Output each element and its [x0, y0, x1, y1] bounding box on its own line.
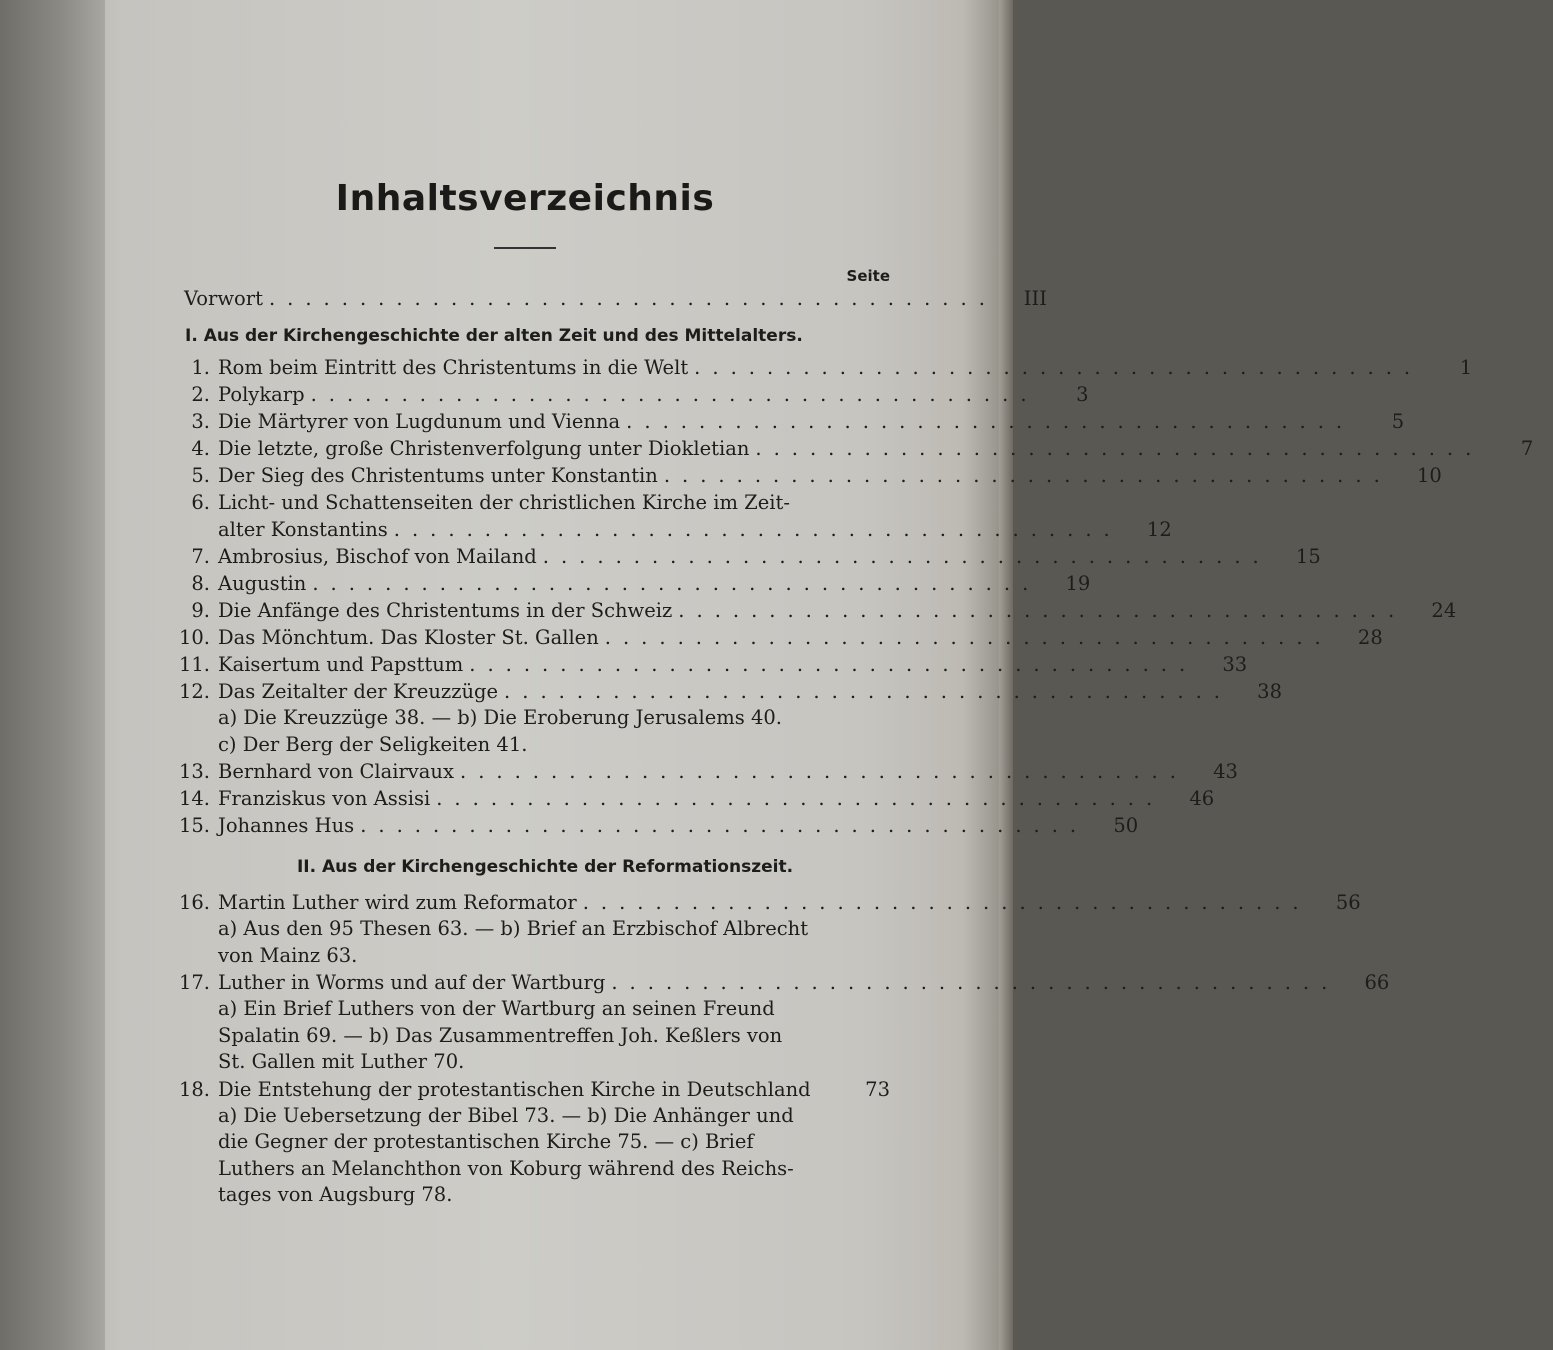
leader-dots: ........................................: [360, 814, 1089, 837]
entry-number: 12.: [178, 680, 210, 703]
entry-page: III: [1023, 287, 1047, 310]
leader-dots: ........................................: [582, 891, 1311, 914]
entry-page: 43: [1213, 760, 1238, 783]
entry-page: 50: [1113, 814, 1139, 837]
entry-number: 10.: [178, 626, 210, 649]
entry-number: 3.: [191, 410, 210, 433]
entry-page: 46: [1189, 787, 1215, 810]
entry-subtopics: a) Aus den 95 Thesen 63. — b) Brief an Erzbischof Albrecht: [218, 917, 809, 940]
entry-page: 3: [1076, 383, 1089, 406]
entry-number: 15.: [178, 814, 210, 837]
title-divider: [494, 247, 556, 249]
leader-dots: ........................................: [469, 653, 1198, 676]
page-column-label: Seite: [846, 267, 890, 285]
entry-page: 15: [1295, 545, 1321, 568]
entry-title: Rom beim Eintritt des Christentums in die Welt: [218, 356, 689, 379]
entry-title: Die letzte, große Christenverfolgung unter Diokletian: [218, 437, 750, 460]
entry-title-continued: alter Konstantins: [218, 518, 388, 541]
entry-title: Johannes Hus: [218, 814, 355, 837]
entry-title: Franziskus von Assisi: [218, 787, 431, 810]
leader-dots: ........................................: [611, 971, 1340, 994]
toc-entry: [140, 435, 1534, 462]
entry-page: 38: [1257, 680, 1282, 703]
entry-title: Das Mönchtum. Das Kloster St. Gallen: [218, 626, 599, 649]
entry-number: 14.: [178, 787, 210, 810]
entry-number: 2.: [191, 383, 210, 406]
toc-entry: [140, 969, 1390, 996]
leader-dots: ........................................: [755, 437, 1484, 460]
entry-number: 13.: [178, 760, 210, 783]
entry-number: 11.: [178, 653, 210, 676]
entry-number: 18.: [178, 1077, 210, 1101]
entry-title: Polykarp: [218, 383, 305, 406]
toc-entry: [140, 889, 1361, 916]
entry-subtopics: tages von Augsburg 78.: [218, 1183, 453, 1206]
entry-page: 24: [1431, 599, 1457, 622]
leader-dots: ........................................: [504, 680, 1232, 703]
entry-title: Kaisertum und Papsttum: [218, 653, 464, 676]
entry-subtopics: Spalatin 69. — b) Das Zusammentreffen Joh. Keßlers von: [218, 1023, 783, 1047]
entry-subtopics: a) Die Kreuzzüge 38. — b) Die Eroberung Jerusalems 40.: [218, 706, 782, 729]
entry-title: Vorwort: [184, 287, 263, 310]
book-gutter: [0, 0, 105, 1350]
entry-title: Die Anfänge des Christentums in der Schweiz: [218, 599, 673, 622]
toc-entry: [140, 354, 1473, 381]
section-heading: I. Aus der Kirchengeschichte der alten Zeit und des Mittelalters.: [185, 326, 803, 346]
entry-number: 5.: [191, 464, 210, 487]
entry-page: 28: [1357, 626, 1383, 649]
toc-entry: [140, 597, 1457, 624]
entry-number: 8.: [191, 572, 210, 595]
entry-number: 6.: [191, 491, 210, 514]
leader-dots: ........................................: [604, 626, 1333, 649]
toc-entry: [140, 570, 1091, 597]
table-of-contents: [140, 150, 1534, 1209]
entry-title: Ambrosius, Bischof von Mailand: [218, 545, 537, 568]
leader-dots: ........................................: [310, 383, 1039, 406]
toc-entry: [140, 785, 1215, 812]
toc-entry: [140, 624, 1383, 651]
entry-subtopics: St. Gallen mit Luther 70.: [218, 1050, 465, 1073]
toc-entry-vorwort: [140, 285, 1047, 312]
entry-subtopics: die Gegner der protestantischen Kirche 75. — c) Brief: [218, 1130, 754, 1153]
entry-title: Das Zeitalter der Kreuzzüge: [218, 680, 499, 703]
entry-subtopics: Luthers an Melanchthon von Koburg während des Reichs-: [218, 1156, 794, 1180]
entry-page: 19: [1065, 572, 1091, 595]
entry-page: 5: [1391, 410, 1405, 433]
toc-entry: [140, 651, 1248, 678]
leader-dots: ........................................: [542, 545, 1271, 568]
leader-dots: ........................................: [663, 464, 1392, 487]
section-2-entries: [140, 889, 1390, 1209]
leader-dots: ........................................: [694, 356, 1423, 379]
leader-dots: ........................................: [460, 760, 1188, 783]
entry-title: Licht- und Schattenseiten der christlichen Kirche im Zeit-: [218, 491, 790, 514]
entry-number: 17.: [178, 971, 210, 994]
entry-page: 56: [1335, 891, 1361, 914]
entry-subtopics: von Mainz 63.: [218, 943, 358, 967]
entry-number: 16.: [178, 891, 210, 914]
entry-number: 7.: [191, 545, 210, 568]
toc-entry: [140, 812, 1139, 839]
toc-entry: [140, 408, 1405, 435]
page-title: Inhaltsverzeichnis: [335, 178, 715, 219]
entry-title: Der Sieg des Christentums unter Konstantin: [218, 464, 658, 487]
entry-number: 9.: [191, 599, 210, 622]
toc-entry: [140, 489, 910, 516]
entry-title: Luther in Worms und auf der Wartburg: [218, 971, 606, 994]
section-1-entries: [140, 354, 1534, 839]
toc-entry: [140, 1076, 910, 1103]
leader-dots: ........................................: [312, 572, 1041, 595]
entry-number: 1.: [191, 356, 210, 379]
leader-dots: ........................................: [393, 518, 1122, 541]
entry-title: Augustin: [218, 572, 307, 595]
entry-page: 66: [1364, 971, 1390, 994]
leader-dots: ........................................: [626, 410, 1355, 433]
entry-title: Die Märtyrer von Lugdunum und Vienna: [218, 410, 621, 433]
entry-page: 73: [865, 1077, 890, 1101]
toc-entry: [140, 758, 1238, 785]
entry-page: 33: [1222, 653, 1248, 676]
entry-page: 12: [1146, 518, 1172, 541]
entry-title: Bernhard von Clairvaux: [218, 760, 454, 783]
leader-dots: ........................................: [678, 599, 1407, 622]
entry-subtopics: c) Der Berg der Seligkeiten 41.: [218, 732, 528, 756]
section-heading: II. Aus der Kirchengeschichte der Reformationszeit.: [296, 857, 794, 877]
entry-title: Die Entstehung der protestantischen Kirche in Deutschland: [218, 1077, 811, 1101]
entry-page: 7: [1520, 437, 1534, 460]
entry-subtopics: a) Die Uebersetzung der Bibel 73. — b) Die Anhänger und: [218, 1103, 794, 1127]
leader-dots: ........................................: [268, 287, 997, 310]
toc-entry-continued: [140, 516, 1172, 543]
entry-title: Martin Luther wird zum Reformator: [218, 891, 577, 914]
toc-entry: [140, 462, 1442, 489]
entry-page: 10: [1416, 464, 1442, 487]
leader-dots: ........................................: [436, 787, 1165, 810]
entry-page: 1: [1459, 356, 1473, 379]
toc-entry: [140, 678, 1282, 705]
toc-entry: [140, 381, 1089, 408]
entry-number: 4.: [191, 437, 210, 460]
toc-entry: [140, 543, 1321, 570]
entry-subtopics: a) Ein Brief Luthers von der Wartburg an seinen Freund: [218, 997, 775, 1020]
